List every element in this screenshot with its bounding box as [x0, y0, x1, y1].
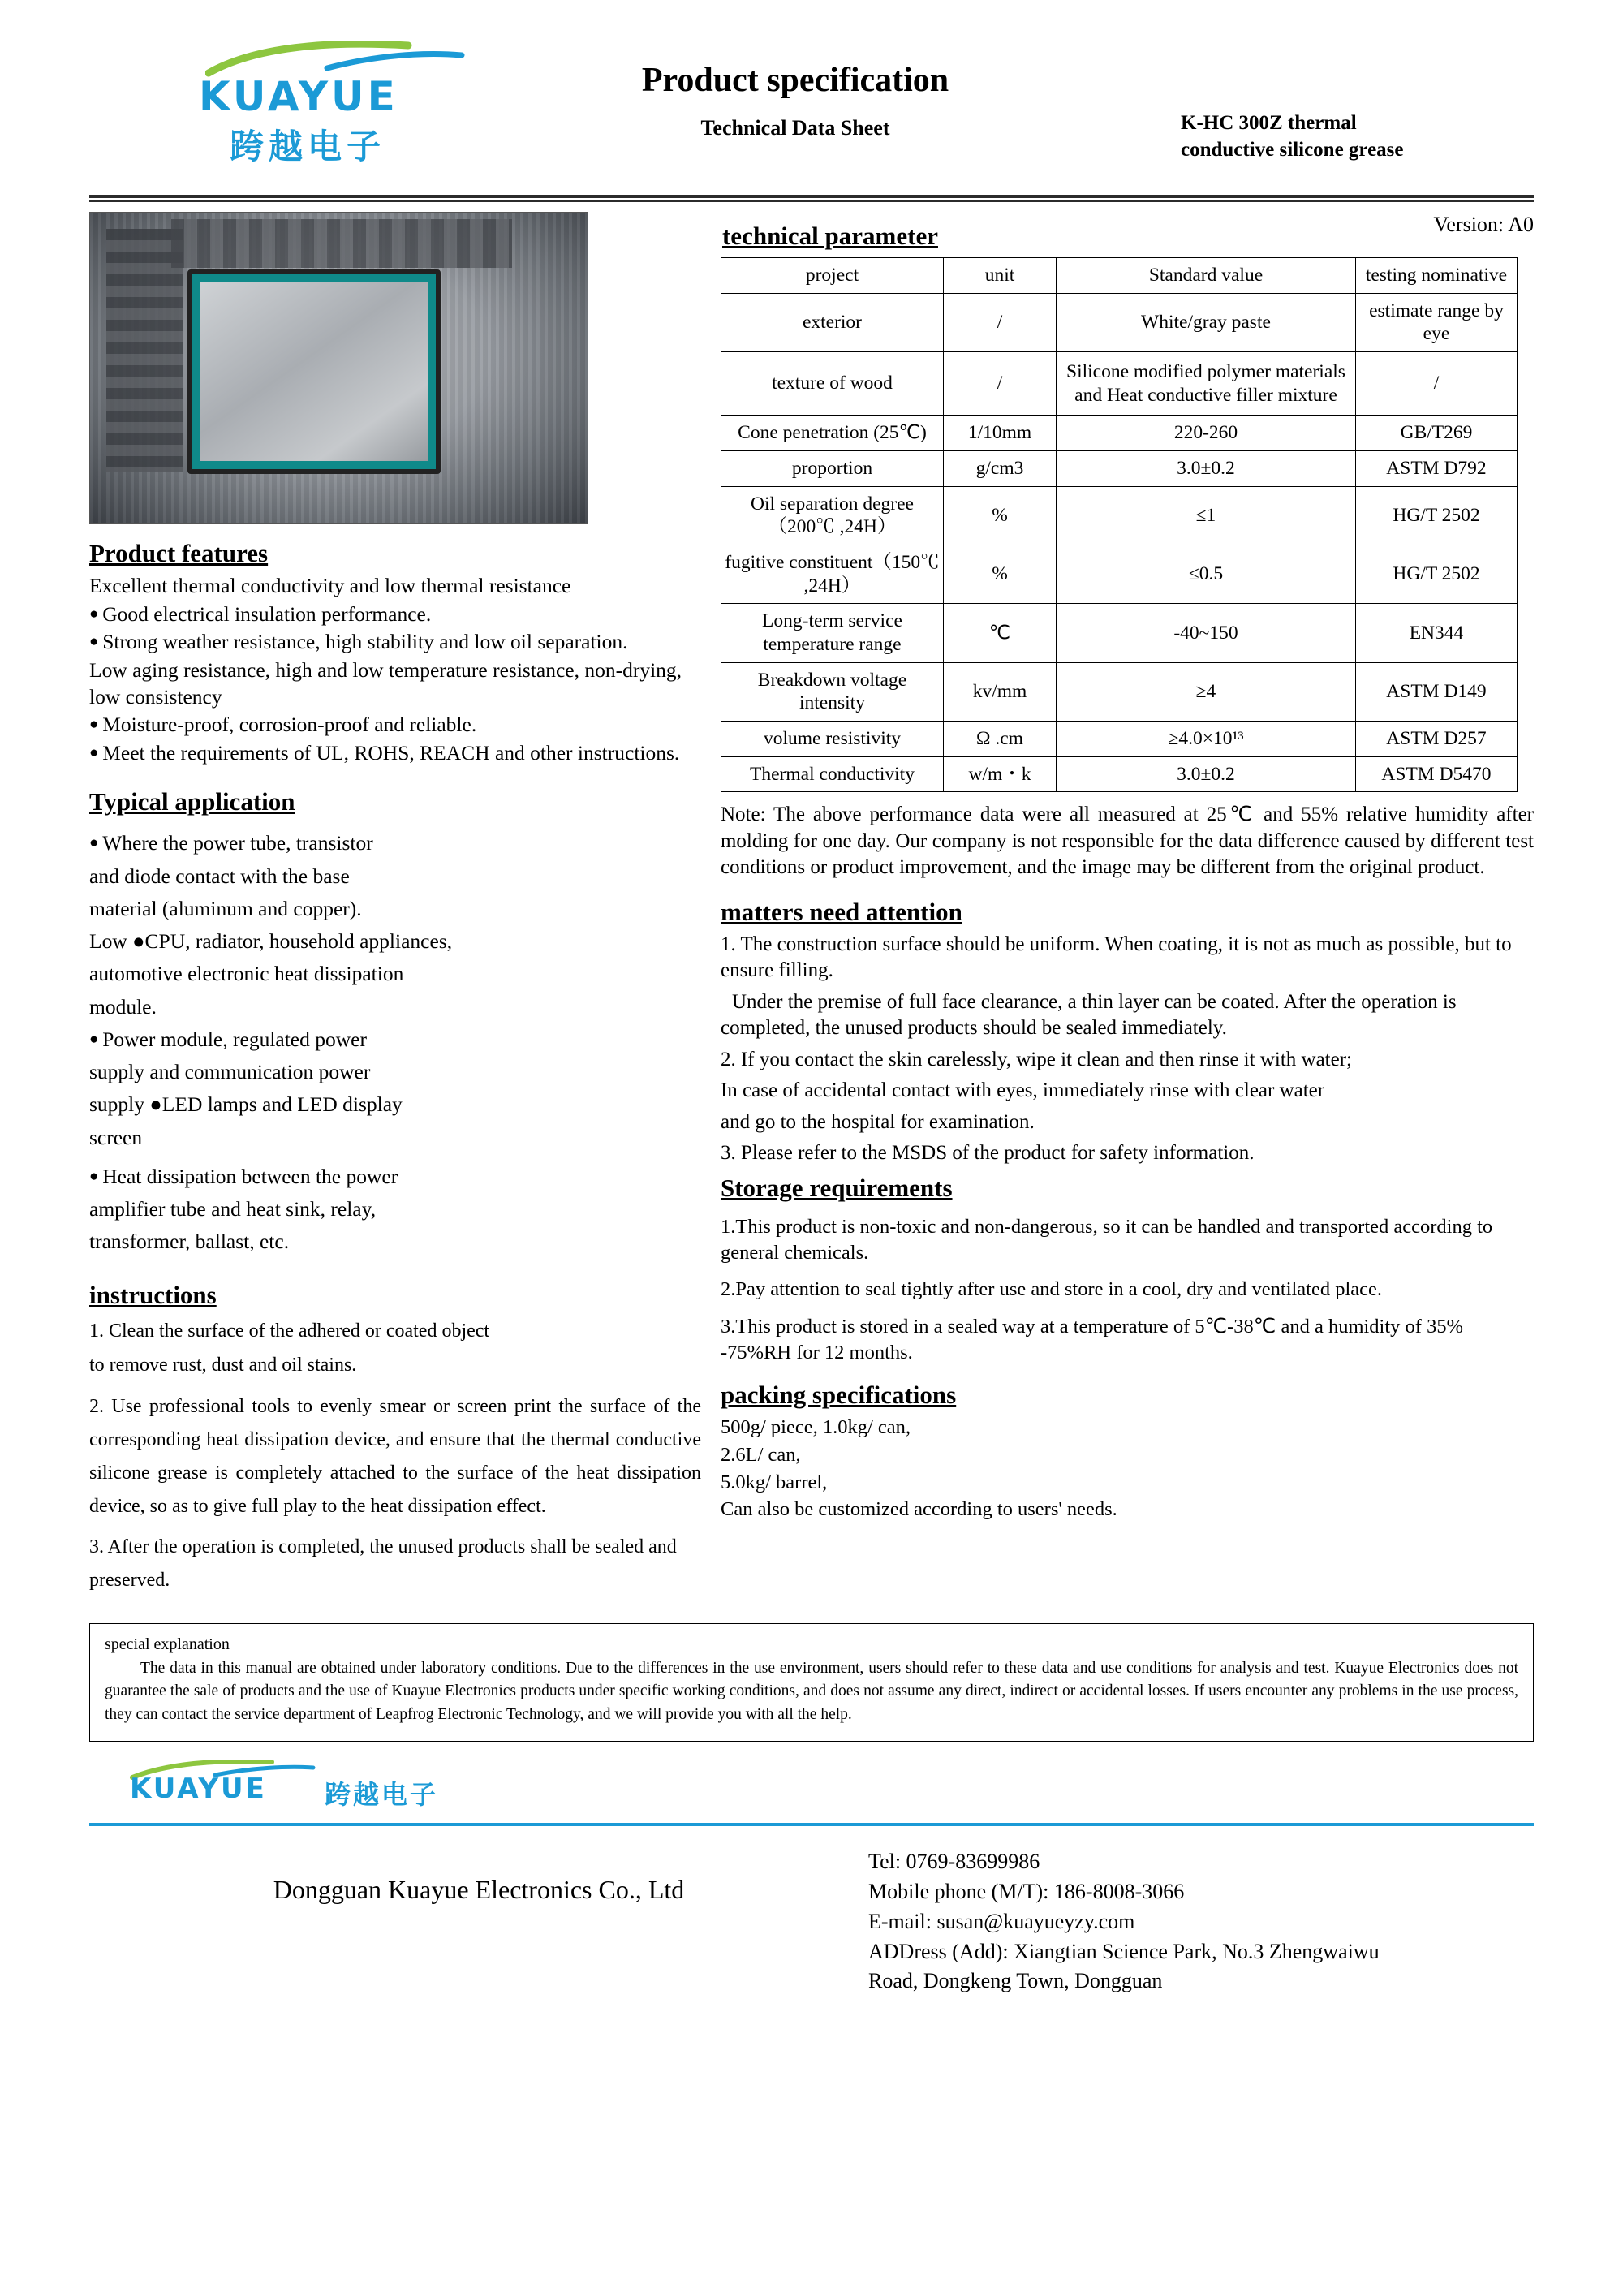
table-row: [721, 756, 1517, 792]
footer-logo-wordmark: KUAYUE: [130, 1772, 267, 1805]
feature-item: Excellent thermal conductivity and low thermal resistance: [89, 574, 571, 597]
table-cell: %: [943, 486, 1056, 545]
logo-wordmark: KUAYUE: [199, 73, 398, 120]
table-cell: kv/mm: [943, 662, 1056, 721]
table-header-row: [721, 258, 1517, 294]
footer-mobile: Mobile phone (M/T): 186-8008-3066: [868, 1879, 1185, 1903]
table-cell: g/cm3: [943, 450, 1056, 486]
footer-logo-wordmark-cn: 跨越电子: [325, 1778, 439, 1810]
table-cell: 220-260: [1056, 416, 1355, 451]
table-header-cell: Standard value: [1056, 258, 1355, 294]
instruction-item: to remove rust, dust and oil stains.: [89, 1355, 357, 1376]
storage-heading: Storage requirements: [720, 1173, 953, 1202]
packing-item: 2.6L/ can,: [720, 1443, 801, 1466]
table-header-cell: testing nominative: [1355, 258, 1517, 294]
packing-item: 5.0kg/ barrel,: [720, 1471, 828, 1493]
packing-heading: packing specifications: [720, 1380, 957, 1409]
application-item: and diode contact with the base: [89, 864, 350, 888]
table-cell: 3.0±0.2: [1056, 450, 1355, 486]
instructions-heading: instructions: [89, 1280, 217, 1309]
table-cell: 1/10mm: [943, 416, 1056, 451]
table-cell: White/gray paste: [1056, 293, 1355, 351]
table-cell: /: [943, 293, 1056, 351]
table-cell: estimate range by eye: [1355, 293, 1517, 351]
table-cell: 3.0±0.2: [1056, 756, 1355, 792]
attention-item: 3. Please refer to the MSDS of the product for safety information.: [720, 1142, 1255, 1165]
storage-item: 1.This product is non-toxic and non-dangerous, so it can be handled and transported according to general chemicals.: [720, 1215, 1493, 1264]
table-cell: ℃: [943, 604, 1056, 662]
table-row: [721, 721, 1517, 756]
feature-item: ● Strong weather resistance, high stability and low oil separation.: [89, 629, 701, 656]
attention-item: and go to the hospital for examination.: [720, 1110, 1035, 1133]
technical-parameter-heading: technical parameter: [721, 222, 938, 250]
table-cell: ≥4.0×10¹³: [1056, 721, 1355, 756]
table-cell: /: [1355, 351, 1517, 415]
special-explanation-title: special explanation: [105, 1635, 230, 1653]
table-cell: HG/T 2502: [1355, 545, 1517, 603]
table-cell: ASTM D792: [1355, 450, 1517, 486]
feature-item: ● Good electrical insulation performance.: [89, 601, 701, 628]
table-note: Note: The above performance data were all measured at 25℃ and 55% relative humidity after molding for one day. Our company is not responsible for the data difference caused by different test conditions or product improvement, and the image may be different from the original product.: [720, 803, 1534, 879]
table-cell: ≥4: [1056, 662, 1355, 721]
table-cell: HG/T 2502: [1355, 486, 1517, 545]
attention-heading: matters need attention: [720, 897, 962, 926]
attention-item: Under the premise of full face clearance, a thin layer can be coated. After the operation is completed, the unused products should be sealed immediately.: [720, 990, 1457, 1040]
table-cell: ASTM D257: [1355, 721, 1517, 756]
footer-contact-block: [868, 1847, 1380, 1997]
application-item: supply and communication power: [89, 1060, 371, 1084]
right-column: [721, 192, 1534, 1599]
instruction-item: 1. Clean the surface of the adhered or coated object: [89, 1320, 490, 1342]
application-item: supply ●LED lamps and LED display: [89, 1092, 403, 1117]
table-cell: Ω .cm: [943, 721, 1056, 756]
feature-item: ● Moisture-proof, corrosion-proof and reliable.: [89, 712, 701, 739]
logo-wordmark-cn: 跨越电子: [230, 127, 386, 166]
table-row: [721, 486, 1517, 545]
table-cell: Thermal conductivity: [721, 756, 943, 792]
application-item: automotive electronic heat dissipation: [89, 962, 404, 986]
table-cell: Cone penetration (25℃): [721, 416, 943, 451]
footer-address-line2: Road, Dongkeng Town, Dongguan: [868, 1969, 1163, 1993]
application-item: module.: [89, 994, 157, 1019]
page-header: [0, 0, 1623, 174]
product-photo: [89, 212, 588, 524]
table-row: [721, 351, 1517, 415]
footer-tel: Tel: 0769-83699986: [868, 1849, 1040, 1873]
typical-application-heading: Typical application: [89, 787, 295, 816]
application-item: screen: [89, 1125, 143, 1149]
table-cell: volume resistivity: [721, 721, 943, 756]
footer-address-line1: ADDress (Add): Xiangtian Science Park, No.3 Zhengwaiwu: [868, 1939, 1380, 1963]
special-explanation-box: [89, 1623, 1534, 1742]
table-cell: Breakdown voltage intensity: [721, 662, 943, 721]
table-cell: -40~150: [1056, 604, 1355, 662]
table-cell: /: [943, 351, 1056, 415]
feature-item: Low aging resistance, high and low temperature resistance, non-drying, low consistency: [89, 657, 682, 709]
table-row: [721, 450, 1517, 486]
left-column: [89, 192, 701, 1599]
company-logo: [183, 41, 491, 166]
table-cell: w/m・k: [943, 756, 1056, 792]
table-cell: %: [943, 545, 1056, 603]
version-label: Version: A0: [1433, 213, 1534, 236]
table-row: [721, 604, 1517, 662]
instruction-item: 3. After the operation is completed, the unused products shall be sealed and preserved.: [89, 1536, 677, 1592]
packing-item: 500g/ piece, 1.0kg/ can,: [720, 1415, 911, 1438]
page-title: Product specification: [641, 62, 949, 99]
application-item: ● Where the power tube, transistor: [89, 828, 701, 859]
table-row: [721, 545, 1517, 603]
feature-item: ● Meet the requirements of UL, ROHS, REACH and other instructions.: [89, 740, 701, 767]
application-item: ● Power module, regulated power: [89, 1024, 701, 1055]
product-features-heading: Product features: [89, 539, 269, 567]
table-header-cell: project: [721, 258, 943, 294]
product-name-line1: K-HC 300Z thermal: [1181, 112, 1357, 134]
storage-item: 2.Pay attention to seal tightly after use and store in a cool, dry and ventilated place.: [720, 1278, 1383, 1301]
header-center: [568, 61, 1022, 140]
special-explanation-body: The data in this manual are obtained under laboratory conditions. Due to the differences in the use environment, users should refer to these data and use conditions for analysis and test. Kuayue Electronics does not guarantee the sale of products and the use of Kuayue Electronics products under specific working conditions, and does not assume any direct, indirect or accidental losses. If users encounter any problems in the use process, they can contact the service department of Leapfrog Electronic Technology, and we will provide you with all the help.: [105, 1660, 1518, 1723]
table-cell: ASTM D149: [1355, 662, 1517, 721]
application-item: transformer, ballast, etc.: [89, 1230, 290, 1254]
table-cell: Long-term service temperature range: [721, 604, 943, 662]
footer-columns: [89, 1847, 1534, 1997]
table-cell: Oil separation degree（200℃ ,24H）: [721, 486, 943, 545]
table-cell: GB/T269: [1355, 416, 1517, 451]
attention-item: 2. If you contact the skin carelessly, wipe it clean and then rinse it with water;: [720, 1048, 1352, 1070]
product-name-line2: conductive silicone grease: [1181, 139, 1404, 161]
table-cell: fugitive constituent（150℃ ,24H）: [721, 545, 943, 603]
application-item: Low ●CPU, radiator, household appliances,: [89, 929, 453, 954]
table-row: [721, 416, 1517, 451]
footer-logo: [105, 1763, 1534, 1820]
footer-company-name: Dongguan Kuayue Electronics Co., Ltd: [273, 1874, 685, 1904]
photo-cpu-die: [187, 269, 441, 474]
storage-item: 3.This product is stored in a sealed way at a temperature of 5℃-38℃ and a humidity of 35% -75%RH for 12 months.: [720, 1316, 1463, 1364]
table-row: [721, 293, 1517, 351]
table-cell: ASTM D5470: [1355, 756, 1517, 792]
table-header-cell: unit: [943, 258, 1056, 294]
application-item: ● Heat dissipation between the power: [89, 1161, 701, 1192]
packing-item: Can also be customized according to users' needs.: [720, 1498, 1117, 1521]
attention-item: 1. The construction surface should be uniform. When coating, it is not as much as possible, but to ensure filling.: [720, 933, 1512, 982]
page-subtitle: Technical Data Sheet: [700, 116, 890, 140]
table-cell: EN344: [1355, 604, 1517, 662]
table-cell: ≤1: [1056, 486, 1355, 545]
application-item: amplifier tube and heat sink, relay,: [89, 1197, 377, 1221]
application-item: material (aluminum and copper).: [89, 896, 362, 920]
instruction-item: 2. Use professional tools to evenly smear or screen print the surface of the corresponding heat dissipation device, and ensure that the thermal conductive silicone grease is completely attached to the surface of the heat dissipation device, so as to give full play to the heat dissipation effect.: [89, 1396, 701, 1517]
table-row: [721, 662, 1517, 721]
attention-item: In case of accidental contact with eyes, immediately rinse with clear water: [720, 1079, 1325, 1102]
table-cell: texture of wood: [721, 351, 943, 415]
footer-divider: [89, 1823, 1534, 1826]
product-name: [1181, 110, 1505, 163]
footer-email: E-mail: susan@kuayueyzy.com: [868, 1909, 1135, 1933]
main-content: [0, 192, 1623, 1599]
table-cell: Silicone modified polymer materials and Heat conductive filler mixture: [1056, 351, 1355, 415]
table-cell: ≤0.5: [1056, 545, 1355, 603]
page-footer: [0, 1763, 1623, 1997]
table-cell: exterior: [721, 293, 943, 351]
photo-socket-top: [171, 219, 512, 268]
table-cell: proportion: [721, 450, 943, 486]
technical-parameter-table: [721, 257, 1518, 792]
